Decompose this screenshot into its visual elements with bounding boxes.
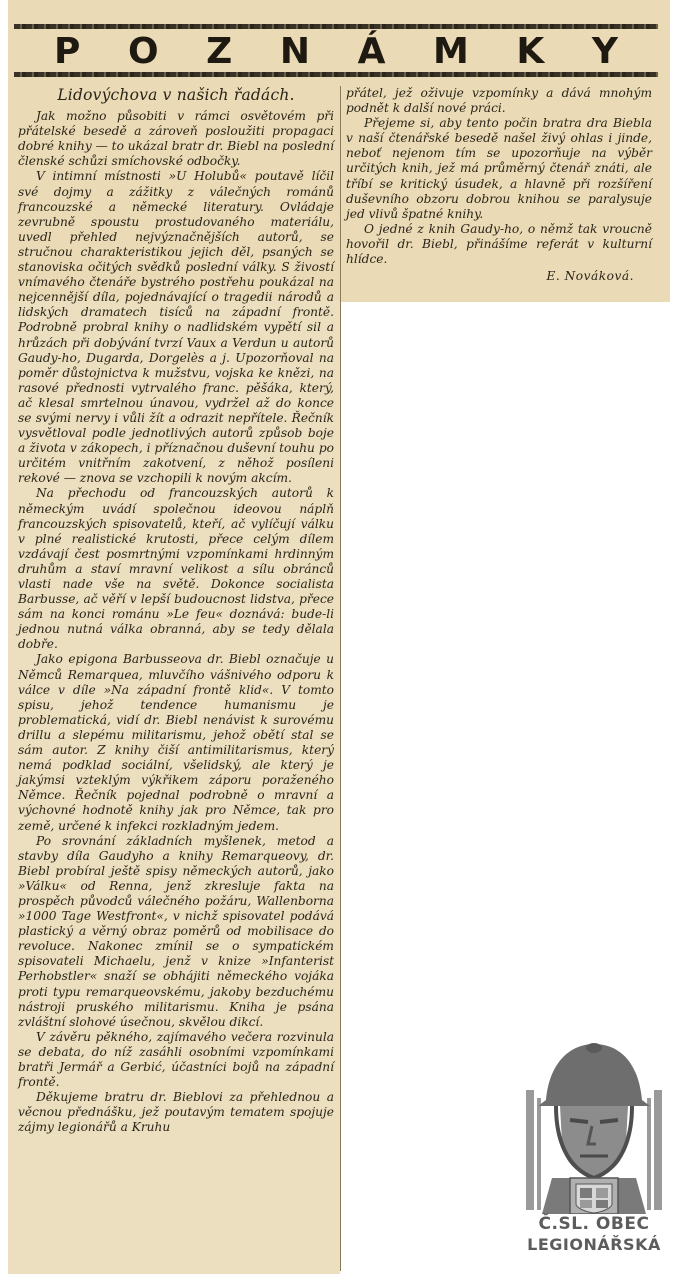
section-header	[14, 18, 658, 80]
title-letter: M	[433, 30, 469, 72]
article-paragraph: Přejeme si, aby tento počin bratra dra Biebla v naší čtenářské besedě našel živý ohlas i jinde, neboť nejenom tím se upozorňuje na výběr určitých knih, jež má průměrný čtenář znáti, ale tříbí se kritický úsudek, a hlavně při rozšíření duševního obzoru dobrou knihou se paralysuje jed vlivů špatné knihy.	[346, 116, 652, 221]
article-title: Lidovýchova v našich řadách.	[57, 86, 295, 104]
article-paragraph: Na přechodu od francouzských autorů k německým uvádí společnou ideovou náplň francouzských spisovatelů, kteří, ač vylíčují válku v plné realistické krutosti, přece celým dílem vzdávají čest posmrtnými vzpomínkami hrdinným druhům a staví mravní velikost a sílu obránců vlasti nade vše na světě. Dokonce socialista Barbusse, ač věří v lepší budoucnost lidstva, přece sám na konci románu »Le feu« doznává: bude-li jednou nutná válka obranná, aby se tedy dělala dobře.	[18, 486, 334, 652]
title-letter: K	[516, 30, 545, 72]
logo-text-line2: LEGIONÁŘSKÁ	[527, 1235, 661, 1254]
article-right-column	[346, 86, 652, 284]
article-paragraph: Po srovnání základních myšlenek, metod a stavby díla Gaudyho a knihy Remarqueovy, dr. Biebl probíral ještě spisy německých autorů, jako »Válku« od Renna, jenž zkresluje fakta na prospěch původců válečného požáru, Wallenborna »1000 Tage Westfront«, v nichž spisovatel podává plastický a věrný obraz poměrů od mobilisace do revoluce. Nakonec zmínil se o sympatickém spisovateli Michaelu, jenž v knize »Infanterist Perhobstler« snaží se obhájiti německého vojáka proti typu remarqueovskému, jakoby bezduchému nástroji pruského militarismu. Kniha je psána zvláštní slohové úsečnou, skvělou dikcí.	[18, 833, 334, 1029]
column-divider	[340, 86, 341, 1271]
title-letter: Z	[206, 30, 233, 72]
article-paragraph: Děkujeme bratru dr. Bieblovi za přehlednou a věcnou přednášku, jež poutavým tematem spojuje zájmy legionářů a Kruhu	[18, 1090, 334, 1135]
section-title	[14, 30, 658, 72]
header-rule-top	[14, 24, 658, 29]
article-author: E. Nováková.	[546, 269, 634, 284]
article-paragraph: O jedné z knih Gaudy-ho, o němž tak vroucně hovořil dr. Biebl, přinášíme referát v kulturní hlídce.	[346, 221, 652, 267]
title-letter: O	[127, 30, 159, 72]
article-paragraph: přátel, jež oživuje vzpomínky a dává mnohým podnět k další nové práci.	[346, 86, 652, 116]
article-paragraph: V závěru pěkného, zajímavého večera rozvinula se debata, do níž zasáhli osobními vzpomínkami bratři Jermář a Gerbić, účastníci bojů na západní frontě.	[18, 1029, 334, 1090]
header-rule-bottom	[14, 72, 658, 77]
logo-text-line1: Č.SL. OBEC	[538, 1214, 650, 1234]
title-letter: N	[279, 30, 310, 72]
title-letter: Á	[357, 30, 386, 72]
soldier-helmet-icon	[526, 1038, 662, 1214]
legion-emblem	[526, 1038, 662, 1260]
article-left-column	[18, 88, 334, 1135]
title-letter: Y	[591, 30, 618, 72]
article-paragraph: Jako epigona Barbusseova dr. Biebl označuje u Němců Remarquea, mluvčího vášnivého odporu k válce v díle »Na západní frontě klid«. V tomto spisu, jehož tendence humanismu je problematická, vidí dr. Biebl nenávist k surovému drillu a slepému militarismu, jehož obětí stal se sám autor. Z knihy čiší antimilitarismus, který nemá podklad sociální, všelidský, ale který je jakýmsi vzteklým výkřikem záporu poraženého Němce. Řečník pojednal podrobně o mravní a výchovné hodnotě knihy jak pro Němce, tak pro země, určené k infekci rozkladným jedem.	[18, 652, 334, 833]
article-paragraph: V intimní místnosti »U Holubů« poutavě líčil své dojmy a zážitky z válečných románů francouzské a německé literatury. Ovládaje zevrubně spoustu prostudovaného materiálu, uvedl přehled nejvýznačnějších autorů, se stručnou charakteristikou jejich děl, psaných se stanoviska očitých svědků poslední války. S živostí vnímavého čtenáře bystrého postřehu poukázal na nejcennější díla, pojednávající o tragedii národů a lidských dramatech tisíců na západní frontě. Podrobně probral knihy o nadlidském vypětí sil a hrůzách při dobývání tvrzí Vaux a Verdun u autorů Gaudy-ho, Dugarda, Dorgelès a j. Upozorňoval na poměr důstojnictva k mužstvu, vojska ke knězi, na rasové přednosti vytrvalého franc. pěšáka, který, ač klesal smrtelnou únavou, vydržel až do konce se svými nervy i vůli žít a odrazit nepřítele. Řečník vysvětloval podle jednotlivých autorů způsob boje a života v zákopech, i příznačnou duševní touhu po určitém vnitřním zakotvení, z něhož posíleni rekové — znova se vzchopili k novým akcím.	[18, 169, 334, 486]
title-letter: P	[54, 30, 81, 72]
article-paragraph: Jak možno působiti v rámci osvětovém při přátelské besedě a zároveň posloužiti propagaci dobré knihy — to ukázal bratr dr. Biebl na poslední členské schůzi smíchovské odbočky.	[18, 109, 334, 169]
